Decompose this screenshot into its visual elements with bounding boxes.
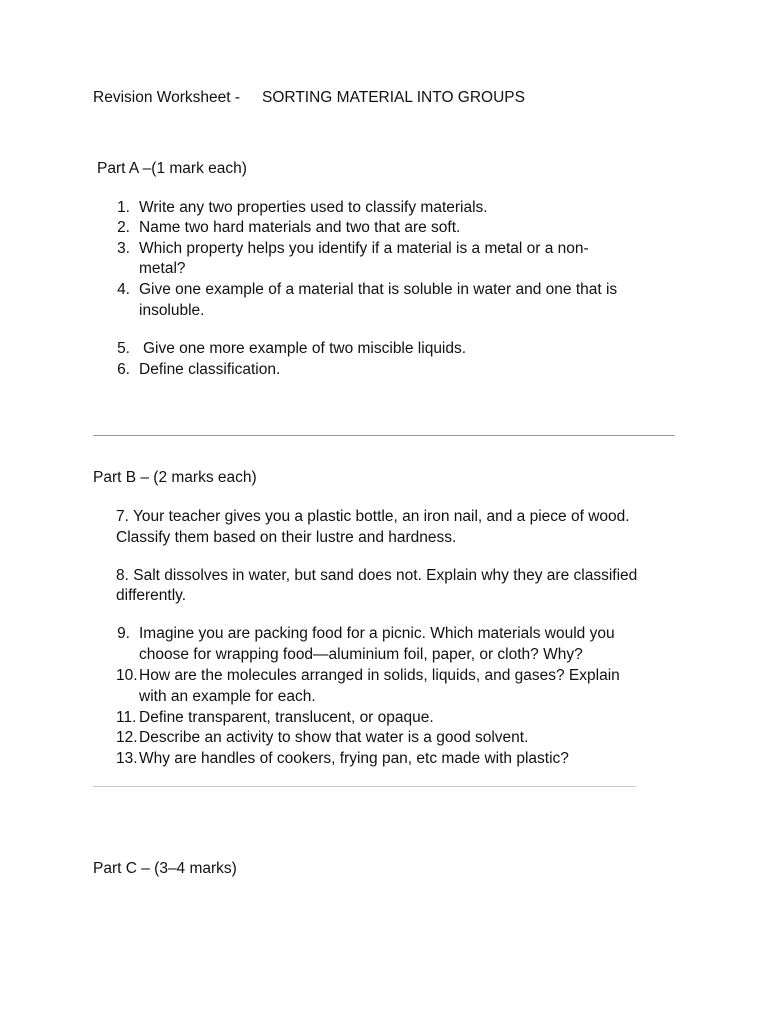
question-1-text: Write any two properties used to classify materials.: [139, 199, 488, 216]
section-divider: [93, 786, 636, 787]
question-8-text: 8. Salt dissolves in water, but sand does not. Explain why they are classified: [116, 567, 638, 584]
section-divider: [93, 435, 675, 436]
question-5-text: Give one more example of two miscible liquids.: [143, 340, 467, 357]
worksheet-title: [93, 88, 525, 108]
question-9-text: Imagine you are packing food for a picnic. Which materials would you: [139, 625, 615, 642]
part-a-heading: Part A –(1 mark each): [97, 160, 247, 177]
question-number: 6.: [117, 361, 130, 378]
question-9-text-cont: choose for wrapping food—aluminium foil, paper, or cloth? Why?: [139, 646, 583, 663]
question-13-text: Why are handles of cookers, frying pan, etc made with plastic?: [139, 750, 569, 767]
question-10-text: How are the molecules arranged in solids, liquids, and gases? Explain: [139, 667, 620, 684]
question-10-text-cont: with an example for each.: [139, 688, 316, 705]
worksheet-topic: SORTING MATERIAL INTO GROUPS: [262, 89, 525, 106]
question-number: 1.: [117, 199, 130, 216]
question-7-text: 7. Your teacher gives you a plastic bottle, an iron nail, and a piece of wood.: [116, 508, 630, 525]
question-3-text: Which property helps you identify if a material is a metal or a non-: [139, 240, 589, 257]
question-number: 2.: [117, 219, 130, 236]
worksheet-title-prefix: Revision Worksheet -: [93, 89, 241, 106]
part-b-heading: Part B – (2 marks each): [93, 469, 257, 486]
question-7-text-cont: Classify them based on their lustre and hardness.: [116, 529, 457, 546]
question-12-text: Describe an activity to show that water is a good solvent.: [139, 729, 529, 746]
question-3-text-cont: metal?: [139, 260, 186, 277]
question-2-text: Name two hard materials and two that are soft.: [139, 219, 461, 236]
question-4-text: Give one example of a material that is soluble in water and one that is: [139, 281, 618, 298]
question-number: 10.: [116, 667, 138, 684]
question-number: 12.: [116, 729, 138, 746]
question-number: 11.: [116, 709, 137, 726]
question-11-text: Define transparent, translucent, or opaque.: [139, 709, 434, 726]
question-number: 3.: [117, 240, 130, 257]
question-number: 4.: [117, 281, 130, 298]
question-8-text-cont: differently.: [116, 587, 187, 604]
question-6-text: Define classification.: [139, 361, 281, 378]
question-number: 5.: [117, 340, 130, 357]
question-4-text-cont: insoluble.: [139, 302, 205, 319]
question-number: 9.: [117, 625, 130, 642]
part-c-heading: Part C – (3–4 marks): [93, 860, 237, 877]
question-number: 13.: [116, 750, 138, 767]
